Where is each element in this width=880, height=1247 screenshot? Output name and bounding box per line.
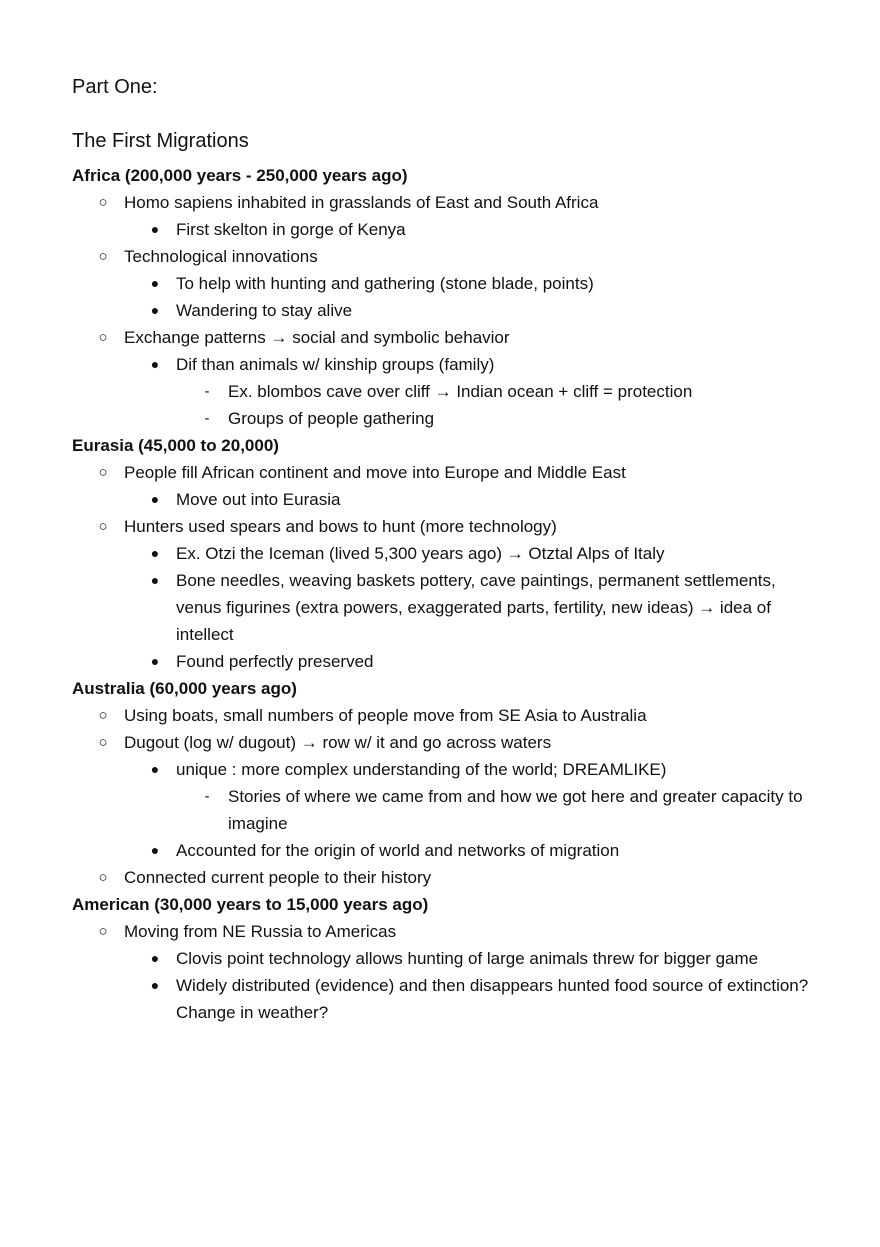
region-heading: American (30,000 years to 15,000 years ago)	[72, 895, 429, 914]
filled-bullet-icon: ●	[150, 221, 160, 237]
outline-item-level-1	[72, 459, 812, 486]
outline-item-level-3	[72, 405, 812, 432]
outline-item-level-2	[72, 567, 812, 648]
hollow-bullet-icon: ○	[98, 464, 108, 481]
outline-item-level-1	[72, 513, 812, 540]
outline-item-text: People fill African continent and move into Europe and Middle East	[124, 463, 626, 482]
outline-item-text: Wandering to stay alive	[176, 301, 353, 320]
outline-item-text: Dugout (log w/ dugout) → row w/ it and go across waters	[124, 733, 552, 752]
outline-item-level-2	[72, 351, 812, 378]
outline-item-level-3	[72, 378, 812, 405]
outline-item-text: Dif than animals w/ kinship groups (family)	[176, 355, 495, 374]
hollow-bullet-icon: ○	[98, 707, 108, 724]
filled-bullet-icon: ●	[150, 356, 160, 372]
filled-bullet-icon: ●	[150, 491, 160, 507]
notes-content	[72, 162, 812, 1026]
dash-bullet-icon: -	[204, 383, 210, 400]
part-title: Part One:	[72, 76, 158, 98]
hollow-bullet-icon: ○	[98, 734, 108, 751]
hollow-bullet-icon: ○	[98, 518, 108, 535]
outline-item-text: Moving from NE Russia to Americas	[124, 922, 397, 941]
outline-item-level-2	[72, 837, 812, 864]
outline-item-text: First skelton in gorge of Kenya	[176, 220, 406, 239]
outline-item-text: Ex. blombos cave over cliff → Indian ocean + cliff = protection	[228, 382, 693, 401]
filled-bullet-icon: ●	[150, 302, 160, 318]
outline-item-text: Ex. Otzi the Iceman (lived 5,300 years ago) → Otztal Alps of Italy	[176, 544, 665, 563]
outline-item-level-1	[72, 918, 812, 945]
filled-bullet-icon: ●	[150, 761, 160, 777]
outline-item-text: Stories of where we came from and how we got here and greater capacity to imagine	[228, 787, 803, 833]
dash-bullet-icon: -	[204, 788, 210, 805]
outline-item-text: Widely distributed (evidence) and then disappears hunted food source of extinction? Change in weather?	[176, 976, 809, 1022]
outline-item-level-2	[72, 216, 812, 243]
filled-bullet-icon: ●	[150, 950, 160, 966]
outline-item-level-2	[72, 486, 812, 513]
outline-item-text: Accounted for the origin of world and networks of migration	[176, 841, 620, 860]
outline-item-level-1	[72, 864, 812, 891]
outline-item-level-1	[72, 243, 812, 270]
outline-item-text: Using boats, small numbers of people move from SE Asia to Australia	[124, 706, 647, 725]
outline-item-level-2	[72, 297, 812, 324]
filled-bullet-icon: ●	[150, 977, 160, 993]
outline-item-level-2	[72, 270, 812, 297]
outline-item-level-2	[72, 945, 812, 972]
filled-bullet-icon: ●	[150, 572, 160, 588]
outline-item-level-2	[72, 972, 812, 1026]
dash-bullet-icon: -	[204, 410, 210, 427]
outline-item-text: Hunters used spears and bows to hunt (more technology)	[124, 517, 557, 536]
hollow-bullet-icon: ○	[98, 248, 108, 265]
outline-item-level-2	[72, 756, 812, 783]
hollow-bullet-icon: ○	[98, 194, 108, 211]
filled-bullet-icon: ●	[150, 545, 160, 561]
region-heading: Africa (200,000 years - 250,000 years ago)	[72, 166, 408, 185]
outline-item-text: Groups of people gathering	[228, 409, 435, 428]
outline-item-level-1	[72, 702, 812, 729]
filled-bullet-icon: ●	[150, 842, 160, 858]
section-title: The First Migrations	[72, 130, 249, 152]
outline-item-text: Homo sapiens inhabited in grasslands of East and South Africa	[124, 193, 599, 212]
outline-item-text: To help with hunting and gathering (stone blade, points)	[176, 274, 594, 293]
region-heading: Australia (60,000 years ago)	[72, 679, 297, 698]
outline-item-level-2	[72, 540, 812, 567]
hollow-bullet-icon: ○	[98, 923, 108, 940]
filled-bullet-icon: ●	[150, 653, 160, 669]
outline-item-level-1	[72, 324, 812, 351]
outline-item-text: Move out into Eurasia	[176, 490, 341, 509]
outline-item-text: Clovis point technology allows hunting of large animals threw for bigger game	[176, 949, 759, 968]
region-heading: Eurasia (45,000 to 20,000)	[72, 436, 279, 455]
filled-bullet-icon: ●	[150, 275, 160, 291]
outline-item-text: Bone needles, weaving baskets pottery, cave paintings, permanent settlements, venus figurines (extra powers, exaggerated parts, fertility, new ideas) → idea of intellect	[176, 571, 776, 644]
outline-item-text: Exchange patterns → social and symbolic behavior	[124, 328, 510, 347]
outline-item-text: Technological innovations	[124, 247, 318, 266]
outline-item-text: Found perfectly preserved	[176, 652, 374, 671]
outline-item-text: unique : more complex understanding of the world; DREAMLIKE)	[176, 760, 667, 779]
outline-item-level-1	[72, 189, 812, 216]
outline-item-level-3	[72, 783, 812, 837]
outline-item-level-1	[72, 729, 812, 756]
hollow-bullet-icon: ○	[98, 869, 108, 886]
outline-item-level-2	[72, 648, 812, 675]
hollow-bullet-icon: ○	[98, 329, 108, 346]
outline-item-text: Connected current people to their history	[124, 868, 432, 887]
